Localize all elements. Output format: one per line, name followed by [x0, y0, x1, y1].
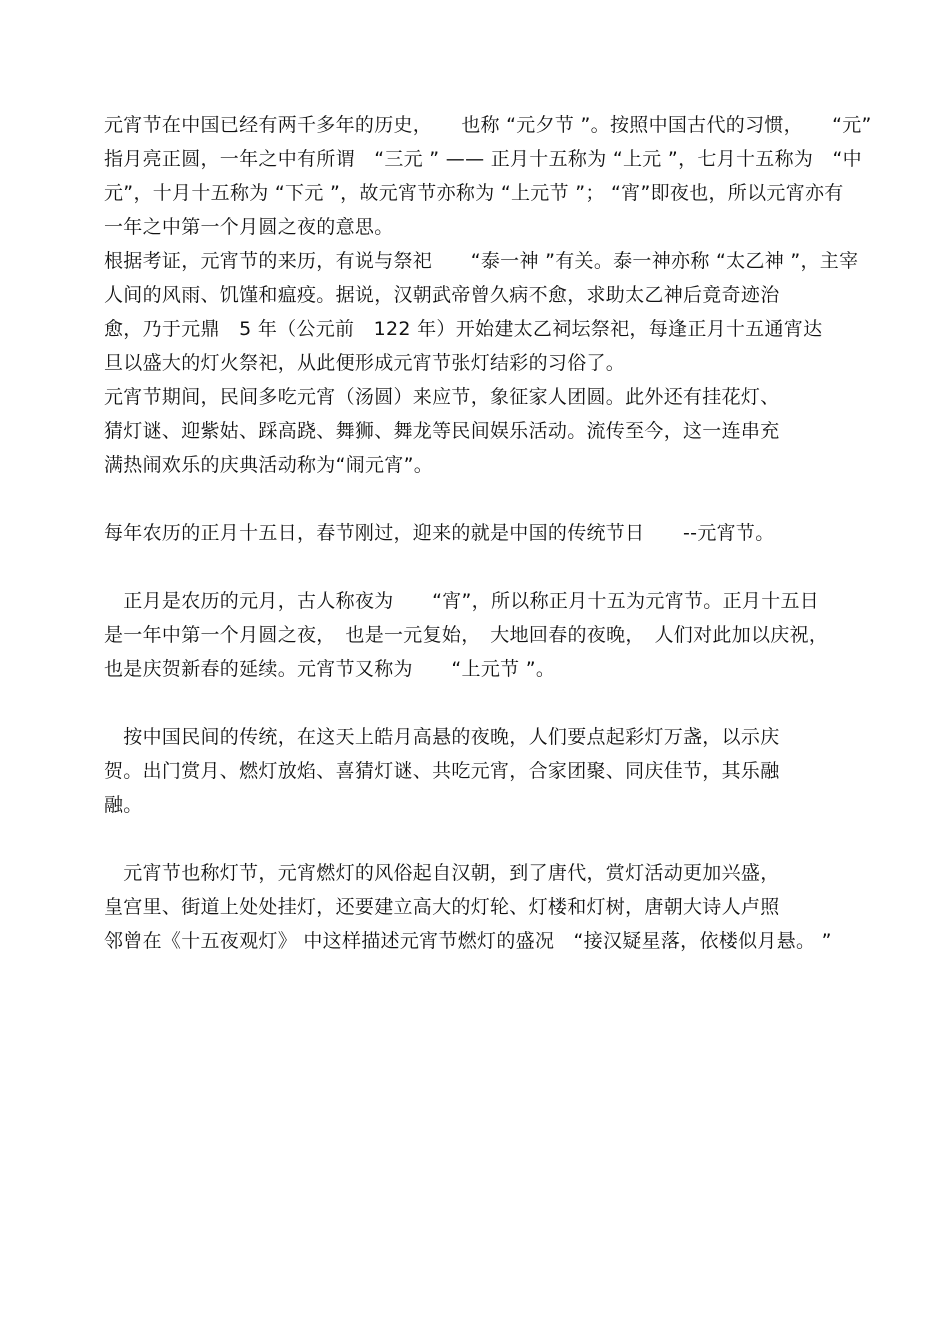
text-line: 融。 [104, 794, 143, 816]
paragraph-name-meaning [104, 584, 884, 686]
paragraph-traditions [104, 720, 884, 822]
text-line: 元宵节在中国已经有两千多年的历史， 也称 “元夕节 ”。按照中国古代的习惯， “元” [104, 114, 872, 136]
text-line: 贺。出门赏月、燃灯放焰、喜猜灯谜、共吃元宵，合家团聚、同庆佳节，其乐融 [104, 760, 780, 782]
text-line: 指月亮正圆，一年之中有所谓 “三元 ” —— 正月十五称为 “上元 ”，七月十五称为 “中 [104, 148, 862, 170]
text-line: 旦以盛大的灯火祭祀，从此便形成元宵节张灯结彩的习俗了。 [104, 352, 626, 374]
text-line: 根据考证，元宵节的来历，有说与祭祀 “泰一神 ”有关。泰一神亦称 “太乙神 ”，主宰 [104, 250, 859, 272]
text-line: 满热闹欢乐的庆典活动称为“闹元宵”。 [104, 454, 434, 476]
text-line: 也是庆贺新春的延续。元宵节又称为 “上元节 ”。 [104, 658, 556, 680]
text-line: 每年农历的正月十五日，春节刚过，迎来的就是中国的传统节日 --元宵节。 [104, 522, 775, 544]
text-line: 皇宫里、街道上处处挂灯，还要建立高大的灯轮、灯楼和灯树，唐朝大诗人卢照 [104, 896, 780, 918]
paragraph-spacer [104, 482, 884, 516]
text-line: 是一年中第一个月圆之夜， 也是一元复始， 大地回春的夜晚， 人们对此加以庆祝， [104, 624, 829, 646]
text-line: 元宵节也称灯节，元宵燃灯的风俗起自汉朝，到了唐代，赏灯活动更加兴盛， [104, 862, 780, 884]
text-line: 人间的风雨、饥馑和瘟疫。据说，汉朝武帝曾久病不愈，求助太乙神后竟奇迹治 [104, 284, 780, 306]
text-line: 猜灯谜、迎紫姑、踩高跷、舞狮、舞龙等民间娱乐活动。流传至今，这一连串充 [104, 420, 780, 442]
text-line: 愈，乃于元鼎 5 年（公元前 122 年）开始建太乙祠坛祭祀，每逢正月十五通宵达 [104, 318, 823, 340]
paragraph-date [104, 516, 884, 550]
paragraph-customs [104, 380, 884, 482]
paragraph-spacer [104, 550, 884, 584]
text-line: 按中国民间的传统，在这天上皓月高悬的夜晚，人们要点起彩灯万盏，以示庆 [104, 726, 780, 748]
paragraph-yuanxiao-history [104, 108, 884, 244]
paragraph-lantern-festival [104, 856, 884, 958]
document-body [104, 108, 884, 958]
paragraph-origin [104, 244, 884, 380]
text-line: 正月是农历的元月，古人称夜为 “宵”，所以称正月十五为元宵节。正月十五日 [104, 590, 820, 612]
paragraph-spacer [104, 686, 884, 720]
text-line: 元”，十月十五称为 “下元 ”，故元宵节亦称为 “上元节 ”； “宵”即夜也，所以元宵亦有 [104, 182, 844, 204]
paragraph-spacer [104, 822, 884, 856]
text-line: 一年之中第一个月圆之夜的意思。 [104, 216, 394, 238]
text-line: 邻曾在《十五夜观灯》 中这样描述元宵节燃灯的盛况 “接汉疑星落，依楼似月悬。 ” [104, 930, 832, 952]
text-line: 元宵节期间，民间多吃元宵（汤圆）来应节，象征家人团圆。此外还有挂花灯、 [104, 386, 780, 408]
